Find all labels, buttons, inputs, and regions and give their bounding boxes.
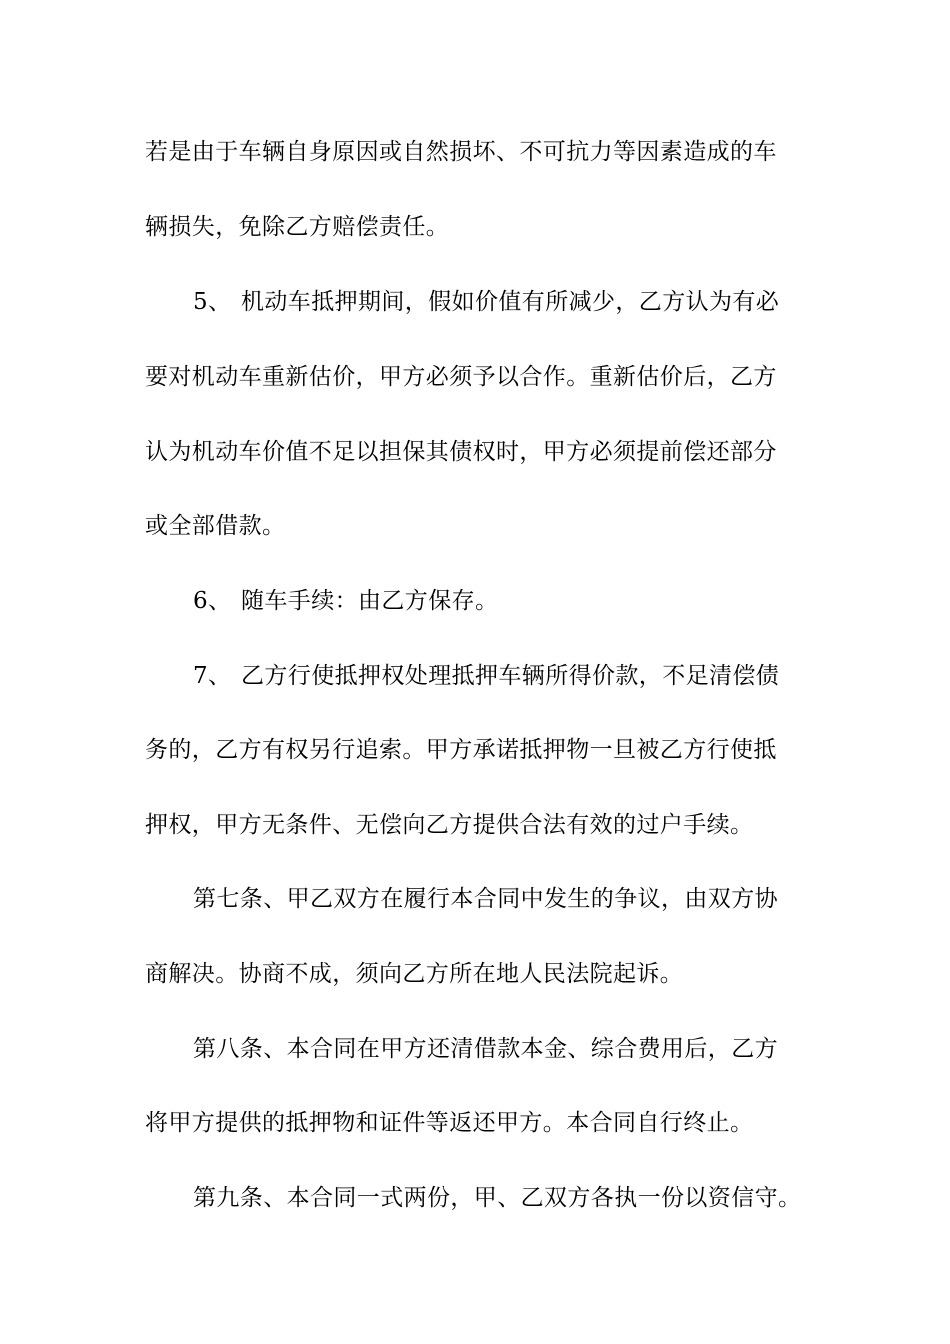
text-line-12: 商解决。协商不成，须向乙方所在地人民法院起诉。 [145, 961, 684, 987]
clause-6-text: 随车手续：由乙方保存。 [241, 588, 499, 614]
text-line-14: 将甲方提供的抵押物和证件等返还甲方。本合同自行终止。 [145, 1110, 754, 1136]
text-line-6: 或全部借款。 [145, 513, 286, 539]
text-line-5: 认为机动车价值不足以担保其债权时，甲方必须提前偿还部分 [145, 439, 777, 465]
article-9: 第九条、本合同一式两份，甲、乙双方各执一份以资信守。 [193, 1185, 802, 1211]
clause-5-text: 机动车抵押期间，假如价值有所减少，乙方认为有必 [241, 289, 780, 315]
clause-6-number: 6、 [193, 588, 232, 614]
clause-7-number: 7、 [193, 663, 232, 689]
article-7: 第七条、甲乙双方在履行本合同中发生的争议，由双方协 [193, 886, 778, 912]
clause-5 [193, 287, 779, 317]
clause-6 [193, 586, 498, 616]
text-line-9: 务的，乙方有权另行追索。甲方承诺抵押物一旦被乙方行使抵 [145, 737, 777, 763]
clause-5-number: 5、 [193, 289, 232, 315]
text-line-2: 辆损失，免除乙方赔偿责任。 [145, 214, 450, 240]
text-line-10: 押权，甲方无条件、无偿向乙方提供合法有效的过户手续。 [145, 812, 754, 838]
text-line-1: 若是由于车辆自身原因或自然损坏、不可抗力等因素造成的车 [145, 139, 777, 165]
clause-7-text: 乙方行使抵押权处理抵押车辆所得价款，不足清偿债 [241, 663, 780, 689]
clause-7 [193, 661, 779, 691]
article-8: 第八条、本合同在甲方还清借款本金、综合费用后，乙方 [193, 1036, 778, 1062]
text-line-4: 要对机动车重新估价，甲方必须予以合作。重新估价后，乙方 [145, 364, 777, 390]
